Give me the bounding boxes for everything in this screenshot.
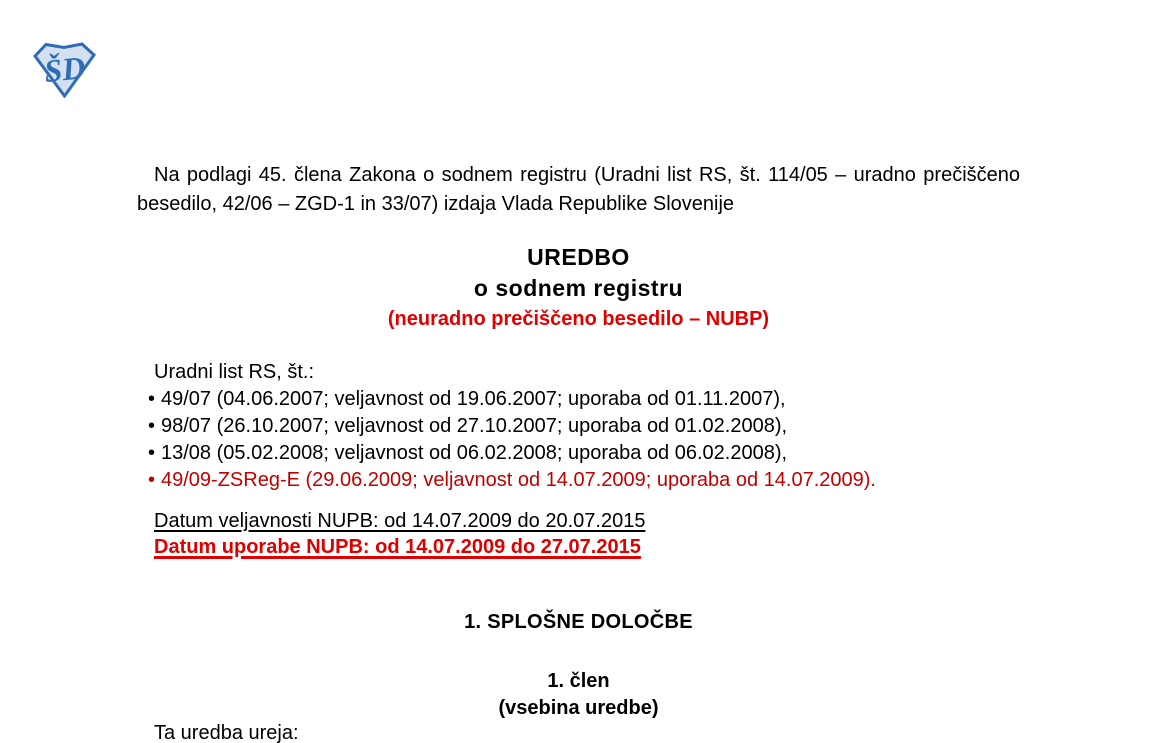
title-block bbox=[137, 242, 1020, 335]
section-heading: 1. SPLOŠNE DOLOČBE bbox=[464, 611, 693, 633]
gazette-heading: Uradni list RS, št.: bbox=[154, 361, 315, 383]
gazette-item-text: 98/07 (26.10.2007; veljavnost od 27.10.2007; uporaba od 01.02.2008), bbox=[161, 415, 788, 437]
usage-date-line bbox=[154, 534, 1037, 560]
gazette-item bbox=[137, 440, 1020, 467]
intro-paragraph: Na podlagi 45. člena Zakona o sodnem registru (Uradni list RS, št. 114/05 – uradno prečiščeno besedilo, 42/06 – ZGD-1 in 33/07) izdaja Vlada Republike Slovenije bbox=[137, 164, 1020, 215]
article-opening-line: Ta uredba ureja: bbox=[154, 722, 299, 743]
article-number: 1. člen bbox=[547, 670, 610, 692]
gazette-item-text: 49/09-ZSReg-E (29.06.2009; veljavnost od 14.07.2009; uporaba od 14.07.2009). bbox=[161, 469, 876, 491]
gazette-item-text: 13/08 (05.02.2008; veljavnost od 06.02.2008; uporaba od 06.02.2008), bbox=[161, 442, 788, 464]
bullet-icon: • bbox=[148, 442, 156, 464]
validity-date-text: Datum veljavnosti NUPB: od 14.07.2009 do 20.07.2015 bbox=[154, 510, 646, 532]
title-line-2: o sodnem registru bbox=[473, 275, 684, 301]
article-heading-block bbox=[137, 668, 1020, 722]
gazette-item-highlighted bbox=[137, 467, 1020, 494]
validity-date-line bbox=[154, 508, 1037, 534]
article-subtitle: (vsebina uredbe) bbox=[498, 697, 659, 719]
title-subtitle: (neuradno prečiščeno besedilo – NUBP) bbox=[387, 308, 770, 330]
gazette-item bbox=[137, 413, 1020, 440]
gazette-list bbox=[137, 359, 1020, 494]
usage-date-text: Datum uporabe NUPB: od 14.07.2009 do 27.07.2015 bbox=[154, 536, 641, 558]
logo-letters: ŠD bbox=[42, 48, 87, 90]
title-line-1: UREDBO bbox=[527, 244, 630, 270]
bullet-icon: • bbox=[148, 469, 156, 491]
gazette-item-text: 49/07 (04.06.2007; veljavnost od 19.06.2007; uporaba od 01.11.2007), bbox=[161, 388, 786, 410]
sd-shield-logo bbox=[33, 42, 96, 98]
validity-block bbox=[137, 508, 1037, 560]
bullet-icon: • bbox=[148, 415, 156, 437]
gazette-item bbox=[137, 386, 1020, 413]
diamond-shield-icon bbox=[33, 42, 96, 98]
bullet-icon: • bbox=[148, 388, 156, 410]
